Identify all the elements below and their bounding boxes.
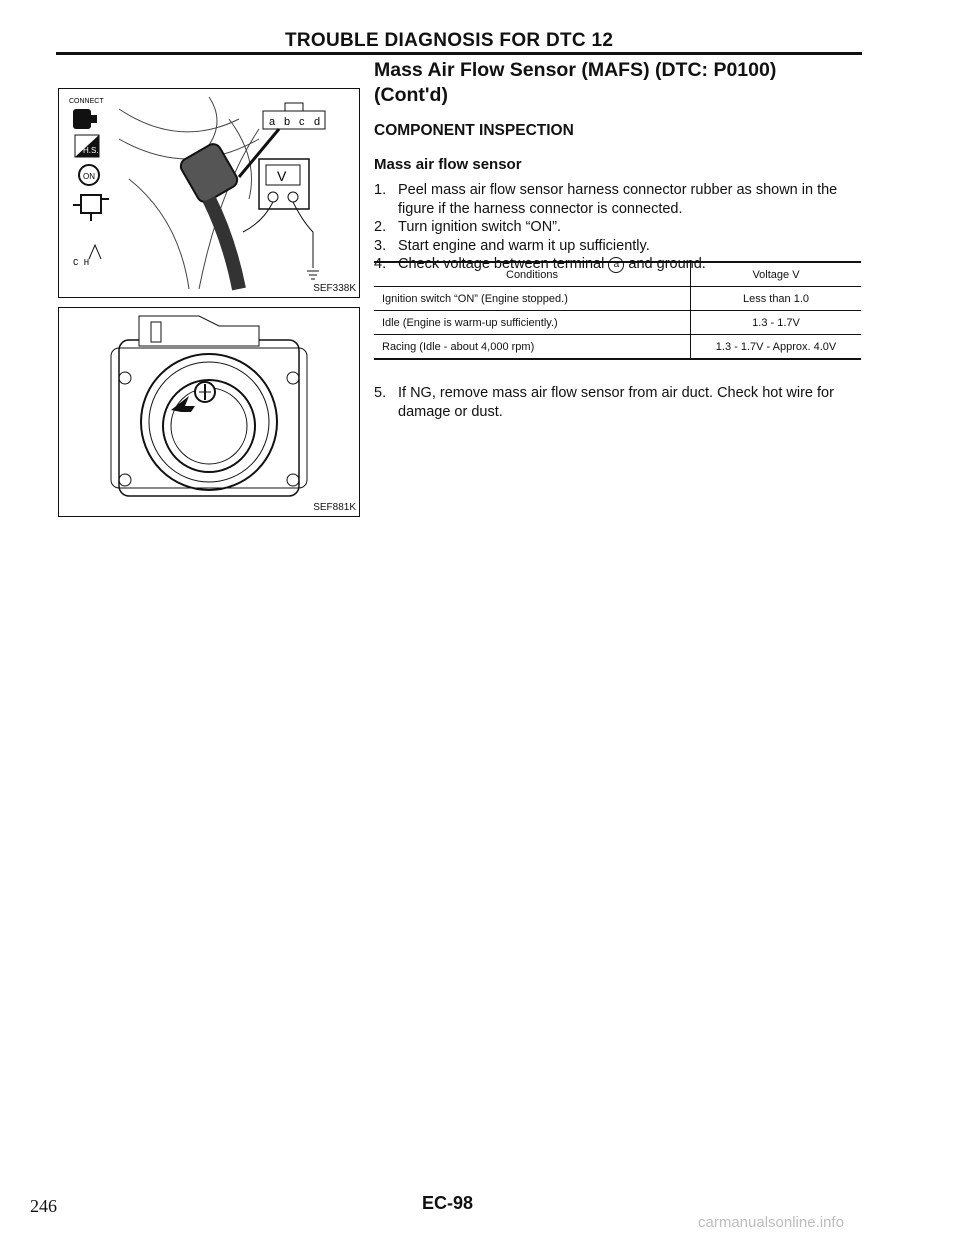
- voltage-spec-table: [374, 261, 861, 360]
- voltage-cell: 1.3 - 1.7V: [691, 311, 862, 335]
- table-row: [374, 335, 861, 360]
- table-header-row: [374, 262, 861, 287]
- connect-label: CONNECT: [69, 98, 104, 105]
- figure-maf-sensor: [58, 307, 360, 517]
- column-header-voltage: Voltage V: [691, 262, 862, 287]
- list-item: 3. Start engine and warm it up sufficiently.: [374, 237, 650, 254]
- list-item: 5. If NG, remove mass air flow sensor from air duct. Check hot wire for damage or dust.: [374, 385, 834, 420]
- svg-text:C H: C H: [73, 258, 90, 268]
- list-item: 1. Peel mass air flow sensor harness connector rubber as shown in the figure if the harness connector is connected.: [374, 182, 838, 217]
- page-number: 246: [30, 1196, 57, 1216]
- header-rule: [56, 52, 862, 55]
- figure-code: SEF881K: [313, 502, 356, 513]
- page-code: EC-98: [422, 1193, 474, 1213]
- connector-illustration: [59, 89, 359, 297]
- content-column: [374, 58, 862, 274]
- engine-running-icon: [73, 195, 109, 221]
- table-row: [374, 311, 861, 335]
- list-item: 4. Check voltage between terminal a and ground.: [374, 256, 706, 272]
- page-header: TROUBLE DIAGNOSIS FOR DTC 12: [285, 30, 614, 51]
- connect-icon: [73, 109, 97, 129]
- condition-cell: Idle (Engine is warm-up sufficiently.): [374, 311, 691, 335]
- section-title: Mass Air Flow Sensor (MAFS) (DTC: P0100) (Cont'd): [374, 59, 777, 106]
- svg-text:d: d: [314, 116, 321, 128]
- table-row: [374, 287, 861, 311]
- hs-icon: [75, 135, 99, 157]
- svg-text:ON: ON: [83, 172, 95, 181]
- voltage-cell: Less than 1.0: [691, 287, 862, 311]
- svg-text:V: V: [277, 168, 287, 184]
- ignition-on-icon: [79, 165, 99, 185]
- figure-connector-inspection: [58, 88, 360, 298]
- condition-cell: Ignition switch “ON” (Engine stopped.): [374, 287, 691, 311]
- hot-wire-element: [195, 382, 215, 402]
- component-inspection-heading: COMPONENT INSPECTION: [374, 122, 574, 139]
- column-header-conditions: Conditions: [374, 262, 691, 287]
- voltmeter-icon: [243, 159, 319, 279]
- inspection-steps: [374, 181, 862, 274]
- list-item: 2. Turn ignition switch “ON”.: [374, 219, 562, 235]
- temperature-icon: [73, 245, 101, 268]
- harness-connector: [178, 141, 240, 289]
- mass-air-flow-sensor-heading: Mass air flow sensor: [374, 156, 522, 173]
- figure-code: SEF338K: [313, 283, 356, 294]
- svg-text:H.S.: H.S.: [83, 146, 99, 155]
- watermark: carmanualsonline.info: [698, 1214, 844, 1231]
- maf-sensor-illustration: [59, 308, 359, 516]
- svg-text:c: c: [299, 116, 305, 128]
- terminal-a-symbol: a: [608, 257, 624, 273]
- maf-connector-housing: [139, 316, 259, 346]
- condition-cell: Racing (Idle - about 4,000 rpm): [374, 335, 691, 360]
- voltage-cell: 1.3 - 1.7V - Approx. 4.0V: [691, 335, 862, 360]
- svg-text:a: a: [269, 116, 276, 128]
- svg-text:b: b: [284, 116, 291, 128]
